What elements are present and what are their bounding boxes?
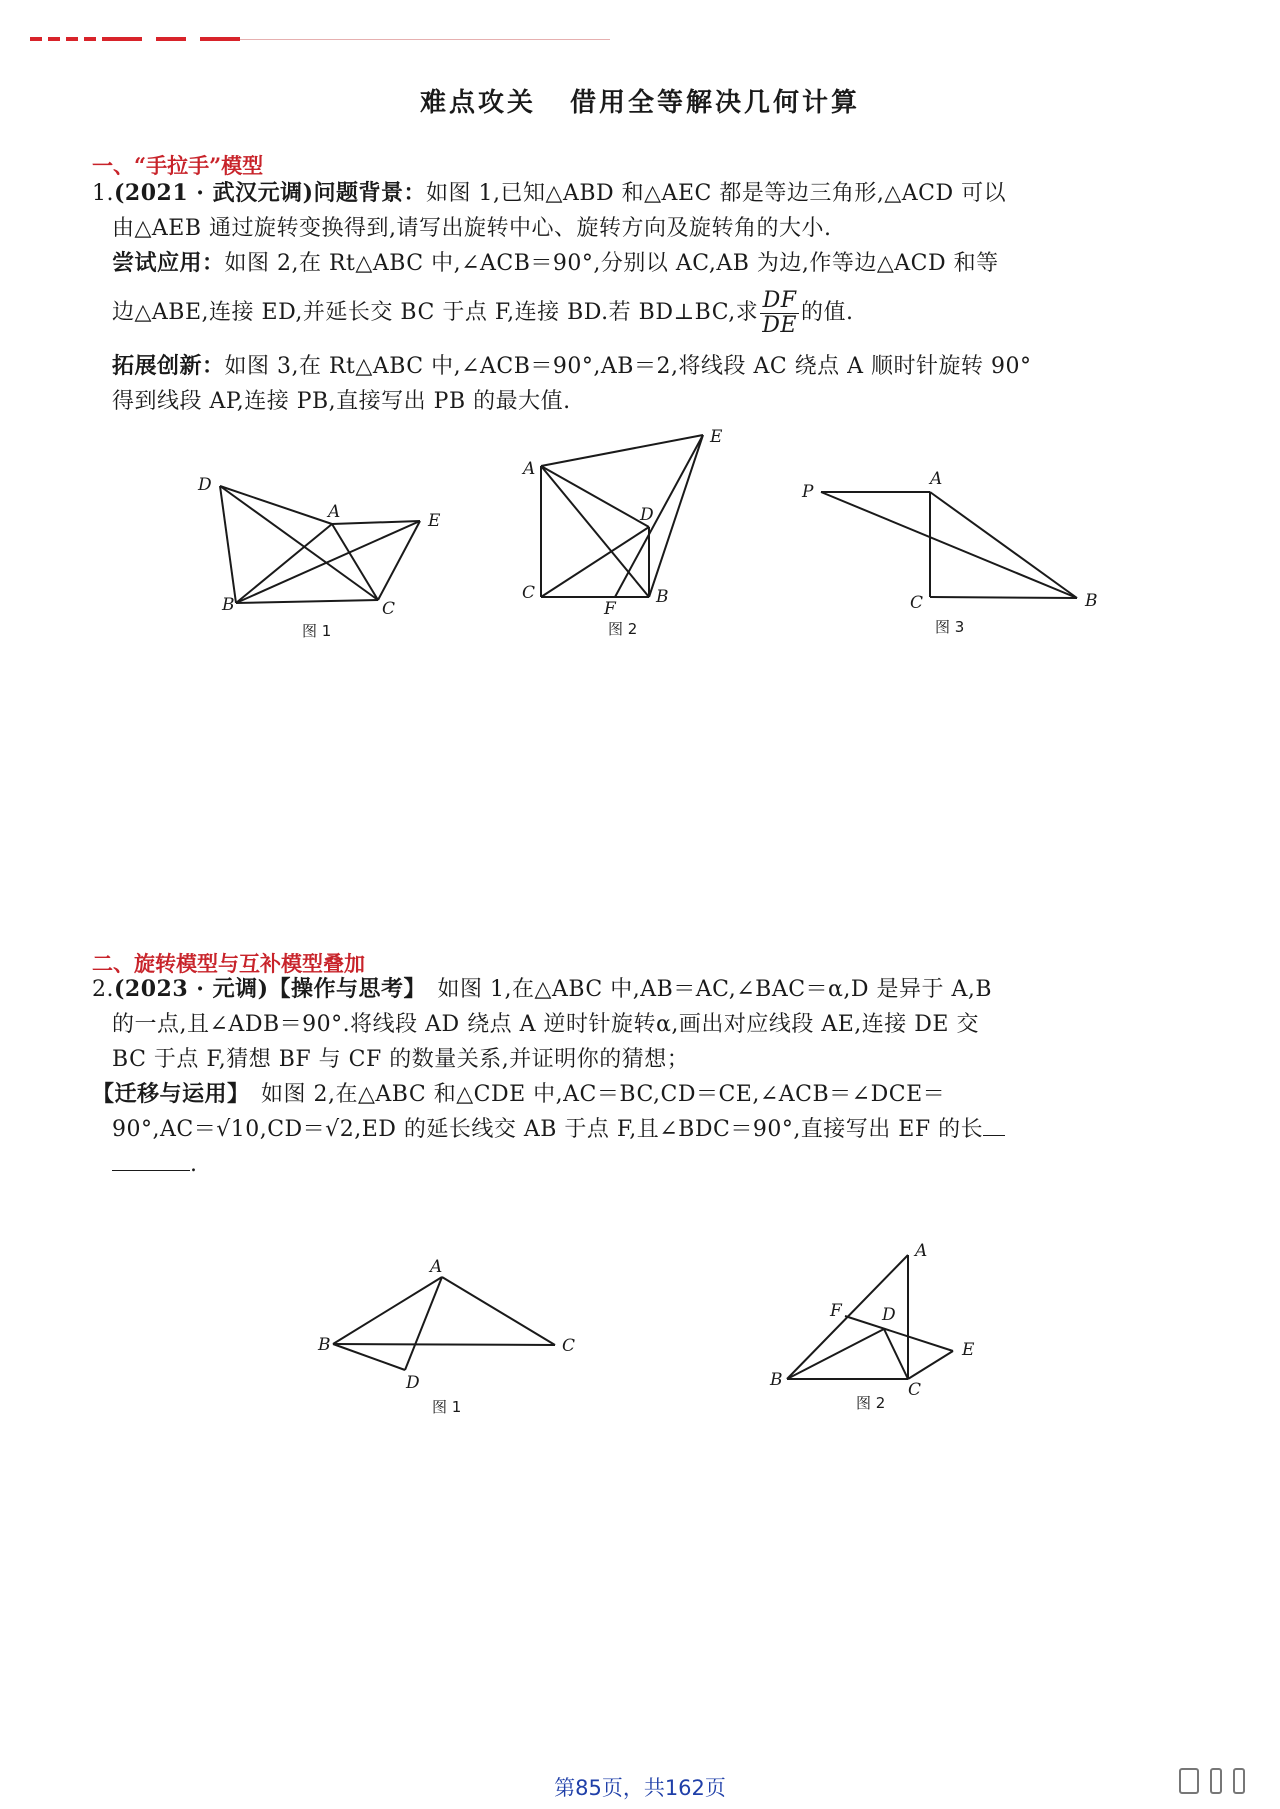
s1f1-caption: 图 1 <box>302 622 332 640</box>
double-page-icon[interactable] <box>1233 1768 1245 1794</box>
single-page-icon[interactable] <box>1210 1768 1222 1794</box>
s2f2-label-d: D <box>882 1305 896 1325</box>
s2f2-label-b: B <box>770 1370 783 1390</box>
s2f2-label-a: A <box>915 1241 928 1261</box>
s1f3-label-a: A <box>930 469 943 489</box>
q1-ext-line2: 得到线段 AP,连接 PB,直接写出 PB 的最大值. <box>112 389 571 414</box>
q2-mig-line2: 90°,AC＝√10,CD＝√2,ED 的延长线交 AB 于点 F,且∠BDC＝90°,直接写出 EF 的长 <box>112 1117 984 1142</box>
s2f1-caption: 图 1 <box>432 1398 462 1416</box>
s2f2-label-c: C <box>908 1380 922 1400</box>
q1-try-line1: 如图 2,在 Rt△ABC 中,∠ACB＝90°,分别以 AC,AB 为边,作等边△ACD 和等 <box>224 251 999 276</box>
fit-page-icon[interactable] <box>1179 1768 1199 1794</box>
s1f3-caption: 图 3 <box>935 618 965 636</box>
s1f2-label-b: B <box>656 587 669 607</box>
q1-bg-line1: 如图 1,已知△ABD 和△AEC 都是等边三角形,△ACD 可以 <box>426 181 1007 206</box>
q1-bg-line2: 由△AEB 通过旋转变换得到,请写出旋转中心、旋转方向及旋转角的大小. <box>112 216 832 241</box>
s2f1-label-a: A <box>430 1257 443 1277</box>
s1f2-label-c: C <box>522 583 536 603</box>
s2-figure-1 <box>317 1257 575 1416</box>
frac-numerator: DF <box>760 289 799 314</box>
q2-op-label: 【操作与思考】 <box>268 976 416 1002</box>
s1f1-label-a: A <box>328 502 341 522</box>
s1f2-label-a: A <box>523 459 536 479</box>
title-left: 难点攻关 <box>419 88 536 118</box>
q1-source: (2021 · 武汉元调) <box>114 180 314 206</box>
q1-try-label: 尝试应用： <box>112 250 225 276</box>
s2f1-label-b: B <box>318 1335 331 1355</box>
section2-heading: 二、旋转模型与互补模型叠加 <box>92 951 365 976</box>
q2-mig-label: 【迁移与运用】 <box>92 1081 239 1107</box>
s1f1-label-b: B <box>222 595 235 615</box>
q1-bg-label: 问题背景： <box>313 180 427 206</box>
s2f2-caption: 图 2 <box>856 1394 886 1412</box>
q1-ext-label: 拓展创新： <box>112 353 225 379</box>
q2-op-line2: 的一点,且∠ADB＝90°.将线段 AD 绕点 A 逆时针旋转α,画出对应线段 AE,连接 DE 交 <box>112 1012 979 1037</box>
q2-op-line1: 如图 1,在△ABC 中,AB＝AC,∠BAC＝α,D 是异于 A,B <box>415 977 993 1002</box>
q2-end: . <box>190 1152 198 1177</box>
s2f2-label-f: F <box>830 1301 842 1321</box>
s1f2-caption: 图 2 <box>608 620 638 638</box>
s1f1-label-d: D <box>198 475 212 495</box>
q1-number: 1. <box>92 181 114 206</box>
s1f3-label-p: P <box>802 482 814 502</box>
title-right: 借用全等解决几何计算 <box>570 88 861 118</box>
s1f2-label-f: F <box>604 599 616 619</box>
q2-number: 2. <box>92 977 114 1002</box>
s2f2-label-e: E <box>962 1340 975 1360</box>
q2-mig-line1: 如图 2,在△ABC 和△CDE 中,AC＝BC,CD＝CE,∠ACB＝∠DCE＝ <box>238 1082 946 1107</box>
q1-try-line2-pre: 边△ABE,连接 ED,并延长交 BC 于点 F,连接 BD.若 BD⊥BC,求 <box>112 300 759 325</box>
frac-denominator: DE <box>762 312 797 338</box>
s1f3-label-c: C <box>910 593 924 613</box>
s2f1-label-c: C <box>562 1336 576 1356</box>
s1f3-label-b: B <box>1085 591 1098 611</box>
s2-figure-2 <box>769 1241 975 1412</box>
page-number: 第85页，共162页 <box>554 1776 726 1800</box>
section1-heading: 一、“手拉手”模型 <box>92 153 264 178</box>
s1f2-label-d: D <box>640 505 654 525</box>
s1f2-label-e: E <box>710 427 723 447</box>
q1-try-line2-post: 的值. <box>800 300 854 325</box>
viewer-tools[interactable] <box>1173 1768 1245 1798</box>
q2-source: (2023 · 元调) <box>114 976 269 1002</box>
s1f1-label-e: E <box>428 511 441 531</box>
q2-op-line3: BC 于点 F,猜想 BF 与 CF 的数量关系,并证明你的猜想； <box>112 1047 690 1072</box>
q1-ext-line1: 如图 3,在 Rt△ABC 中,∠ACB＝90°,AB＝2,将线段 AC 绕点 A 顺时针旋转 90° <box>224 354 1032 379</box>
s2f1-label-d: D <box>406 1373 420 1393</box>
s1f1-label-c: C <box>382 599 396 619</box>
